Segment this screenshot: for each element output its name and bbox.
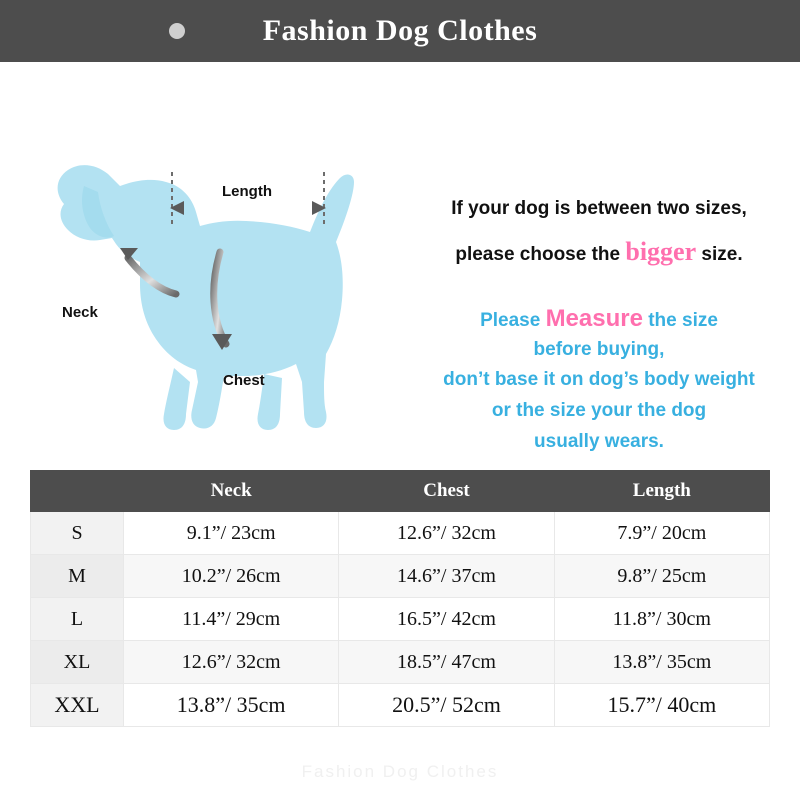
size-table-head: [31, 471, 770, 512]
notice-bigger-highlight: bigger: [625, 237, 697, 266]
cell-length: 7.9”/ 20cm: [554, 512, 769, 555]
cell-chest: 12.6”/ 32cm: [339, 512, 554, 555]
table-row: [31, 598, 770, 641]
cell-size: S: [31, 512, 124, 555]
page-title: Fashion Dog Clothes: [262, 14, 538, 47]
cell-size: XL: [31, 641, 124, 684]
table-header-length: Length: [554, 471, 769, 512]
notice-line-3-prefix: Please: [480, 310, 546, 331]
table-row: [31, 641, 770, 684]
cell-length: 11.8”/ 30cm: [554, 598, 769, 641]
notice-line-5: don’t base it on dog’s body weight: [443, 369, 755, 390]
cell-length: 9.8”/ 25cm: [554, 555, 769, 598]
dog-silhouette-icon: [24, 82, 384, 452]
notice-line-3: [398, 305, 800, 333]
cell-length: 13.8”/ 35cm: [554, 641, 769, 684]
size-chart: [30, 470, 770, 727]
table-row: [31, 684, 770, 727]
notice-line-2-prefix: please choose the: [455, 244, 626, 265]
notice-block: [398, 62, 800, 460]
cell-neck: 11.4”/ 29cm: [124, 598, 339, 641]
notice-line-6: or the size your the dog: [491, 400, 707, 421]
footer-watermark: Fashion Dog Clothes: [301, 762, 499, 781]
notice-line-1: If your dog is between two sizes,: [451, 198, 747, 219]
cell-neck: 10.2”/ 26cm: [124, 555, 339, 598]
notice-measure-highlight: Measure: [545, 305, 643, 332]
label-neck: Neck: [62, 304, 98, 321]
size-table-body: [31, 512, 770, 727]
table-row: [31, 555, 770, 598]
table-header-chest: Chest: [339, 471, 554, 512]
table-header-row: [31, 471, 770, 512]
label-length: Length: [222, 183, 272, 200]
notice-line-2-suffix: size.: [696, 244, 743, 265]
cell-neck: 9.1”/ 23cm: [124, 512, 339, 555]
header-dot-icon: [169, 23, 185, 39]
cell-size: M: [31, 555, 124, 598]
top-section: [0, 62, 800, 460]
cell-chest: 14.6”/ 37cm: [339, 555, 554, 598]
notice-line-3-suffix: the size: [642, 310, 718, 331]
cell-chest: 18.5”/ 47cm: [339, 641, 554, 684]
table-header-neck: Neck: [124, 471, 339, 512]
table-row: [31, 512, 770, 555]
cell-neck: 13.8”/ 35cm: [124, 684, 339, 727]
cell-chest: 16.5”/ 42cm: [339, 598, 554, 641]
cell-size: XXL: [31, 684, 124, 727]
size-table: [30, 470, 770, 727]
page-header: [0, 0, 800, 62]
cell-size: L: [31, 598, 124, 641]
table-header-corner: [31, 471, 124, 512]
cell-length: 15.7”/ 40cm: [554, 684, 769, 727]
notice-line-4: before buying,: [533, 339, 665, 360]
notice-line-2: [398, 237, 800, 267]
cell-chest: 20.5”/ 52cm: [339, 684, 554, 727]
notice-line-7: usually wears.: [534, 431, 664, 452]
dog-diagram: [0, 62, 400, 460]
cell-neck: 12.6”/ 32cm: [124, 641, 339, 684]
label-chest: Chest: [223, 372, 265, 389]
